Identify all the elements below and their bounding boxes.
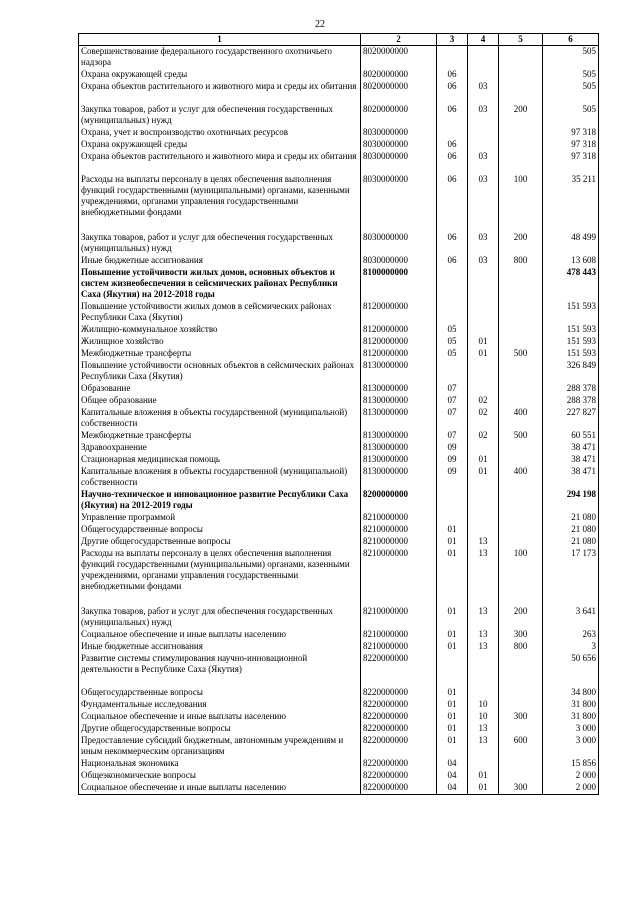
row-subsection-cell: 01 [468,782,499,795]
row-subsection-cell [468,489,499,512]
row-section-cell: 06 [437,139,468,151]
row-amount-cell: 288 378 [543,383,599,395]
table-row [79,348,599,360]
row-name-cell: Жилищно-коммунальное хозяйство [79,324,361,336]
row-type-cell: 400 [499,407,543,430]
table-body [79,46,599,795]
row-section-cell [437,653,468,687]
row-subsection-cell: 13 [468,606,499,629]
row-name-cell: Повышение устойчивости основных объектов в сейсмических районах Республики Саха (Якутия) [79,360,361,383]
row-type-cell: 800 [499,255,543,267]
row-code-cell: 8210000000 [361,629,437,641]
row-subsection-cell: 02 [468,395,499,407]
row-name-cell: Расходы на выплаты персоналу в целях обеспечения выполнения функций государственными (муниципальными) органами, казенными учреждениями, органами управления государственными внебюджетными фондами [79,174,361,232]
row-section-cell: 07 [437,395,468,407]
row-section-cell: 04 [437,758,468,770]
row-name-cell: Другие общегосударственные вопросы [79,723,361,735]
row-subsection-cell [468,301,499,324]
row-type-cell [499,442,543,454]
row-type-cell [499,687,543,699]
row-code-cell: 8130000000 [361,454,437,466]
row-subsection-cell: 03 [468,151,499,174]
row-name-cell: Общеэкономические вопросы [79,770,361,782]
table-row [79,512,599,524]
row-section-cell: 06 [437,174,468,232]
table-row [79,324,599,336]
table-row [79,548,599,606]
row-subsection-cell [468,139,499,151]
row-subsection-cell [468,442,499,454]
row-name-cell: Общее образование [79,395,361,407]
row-type-cell [499,69,543,81]
row-code-cell: 8210000000 [361,512,437,524]
row-section-cell: 01 [437,723,468,735]
table-row [79,466,599,489]
row-code-cell: 8030000000 [361,139,437,151]
row-code-cell: 8220000000 [361,770,437,782]
row-amount-cell: 151 593 [543,348,599,360]
table-row [79,104,599,127]
row-amount-cell: 2 000 [543,782,599,795]
header-col-3: 3 [437,34,468,46]
row-section-cell: 04 [437,770,468,782]
row-section-cell [437,46,468,70]
row-subsection-cell [468,46,499,70]
row-name-cell: Охрана объектов растительного и животного мира и среды их обитания [79,81,361,104]
table-row [79,641,599,653]
row-section-cell: 01 [437,735,468,758]
budget-table [78,33,599,795]
row-type-cell [499,723,543,735]
row-subsection-cell: 01 [468,466,499,489]
row-section-cell: 07 [437,383,468,395]
row-amount-cell: 151 593 [543,301,599,324]
row-type-cell: 100 [499,548,543,606]
row-section-cell: 05 [437,324,468,336]
row-section-cell: 01 [437,536,468,548]
row-section-cell: 09 [437,466,468,489]
row-name-cell: Повышение устойчивости жилых домов в сейсмических районах Республики Саха (Якутия) [79,301,361,324]
row-name-cell: Закупка товаров, работ и услуг для обеспечения государственных (муниципальных) нужд [79,104,361,127]
row-name-cell: Предоставление субсидий бюджетным, автономным учреждениям и иным некоммерческим организациям [79,735,361,758]
row-amount-cell: 97 318 [543,151,599,174]
row-name-cell: Фундаментальные исследования [79,699,361,711]
row-subsection-cell [468,69,499,81]
row-amount-cell: 3 641 [543,606,599,629]
row-code-cell: 8220000000 [361,699,437,711]
table-row [79,606,599,629]
row-subsection-cell: 01 [468,336,499,348]
row-amount-cell: 38 471 [543,442,599,454]
row-type-cell: 200 [499,104,543,127]
row-code-cell: 8130000000 [361,430,437,442]
row-subsection-cell: 10 [468,699,499,711]
row-code-cell: 8020000000 [361,104,437,127]
table-row [79,442,599,454]
row-amount-cell: 263 [543,629,599,641]
row-type-cell [499,395,543,407]
row-amount-cell: 505 [543,69,599,81]
header-col-6: 6 [543,34,599,46]
row-name-cell: Иные бюджетные ассигнования [79,641,361,653]
row-name-cell: Другие общегосударственные вопросы [79,536,361,548]
row-amount-cell: 505 [543,46,599,70]
row-name-cell: Управление программой [79,512,361,524]
row-subsection-cell [468,360,499,383]
row-amount-cell: 505 [543,81,599,104]
table-row [79,524,599,536]
row-name-cell: Охрана окружающей среды [79,139,361,151]
row-amount-cell: 13 608 [543,255,599,267]
row-code-cell: 8210000000 [361,524,437,536]
row-code-cell: 8130000000 [361,360,437,383]
row-amount-cell: 326 849 [543,360,599,383]
table-row [79,383,599,395]
row-code-cell: 8220000000 [361,711,437,723]
row-code-cell: 8130000000 [361,466,437,489]
row-type-cell: 300 [499,782,543,795]
row-code-cell: 8120000000 [361,348,437,360]
row-section-cell [437,267,468,301]
row-section-cell: 09 [437,442,468,454]
row-type-cell [499,267,543,301]
row-section-cell: 01 [437,699,468,711]
row-section-cell: 01 [437,606,468,629]
row-subsection-cell [468,512,499,524]
row-section-cell: 07 [437,430,468,442]
row-section-cell: 01 [437,548,468,606]
table-row [79,301,599,324]
row-type-cell: 400 [499,466,543,489]
row-amount-cell: 97 318 [543,127,599,139]
row-amount-cell: 38 471 [543,454,599,466]
row-code-cell: 8210000000 [361,536,437,548]
row-amount-cell: 31 800 [543,711,599,723]
row-code-cell: 8030000000 [361,127,437,139]
row-code-cell: 8130000000 [361,383,437,395]
table-row [79,360,599,383]
row-section-cell: 04 [437,782,468,795]
row-amount-cell: 478 443 [543,267,599,301]
table-row [79,489,599,512]
row-name-cell: Межбюджетные трансферты [79,348,361,360]
row-amount-cell: 3 000 [543,735,599,758]
row-code-cell: 8100000000 [361,267,437,301]
row-subsection-cell: 13 [468,548,499,606]
row-amount-cell: 31 800 [543,699,599,711]
row-amount-cell: 288 378 [543,395,599,407]
row-amount-cell: 2 000 [543,770,599,782]
row-section-cell: 06 [437,232,468,255]
row-subsection-cell [468,653,499,687]
row-section-cell: 01 [437,711,468,723]
row-section-cell: 01 [437,629,468,641]
row-code-cell: 8030000000 [361,232,437,255]
row-name-cell: Межбюджетные трансферты [79,430,361,442]
row-subsection-cell [468,383,499,395]
row-code-cell: 8120000000 [361,336,437,348]
row-name-cell: Закупка товаров, работ и услуг для обеспечения государственных (муниципальных) нужд [79,232,361,255]
row-type-cell [499,301,543,324]
row-code-cell: 8220000000 [361,723,437,735]
row-amount-cell: 21 080 [543,512,599,524]
row-code-cell: 8120000000 [361,324,437,336]
row-name-cell: Социальное обеспечение и иные выплаты населению [79,782,361,795]
row-name-cell: Социальное обеспечение и иные выплаты населению [79,711,361,723]
page-number: 22 [315,19,325,30]
row-code-cell: 8220000000 [361,758,437,770]
row-amount-cell: 227 827 [543,407,599,430]
row-amount-cell: 50 656 [543,653,599,687]
row-subsection-cell: 03 [468,81,499,104]
row-type-cell [499,489,543,512]
row-amount-cell: 60 551 [543,430,599,442]
row-section-cell: 05 [437,336,468,348]
row-name-cell: Развитие системы стимулирования научно-инновационной деятельности в Республике Саха (Якутия) [79,653,361,687]
row-amount-cell: 48 499 [543,232,599,255]
row-amount-cell: 38 471 [543,466,599,489]
row-type-cell [499,454,543,466]
table-row [79,232,599,255]
row-name-cell: Повышение устойчивости жилых домов, основных объектов и систем жизнеобеспечения в сейсмических районах Республики Саха (Якутия) на 2012-2018 годы [79,267,361,301]
row-section-cell: 01 [437,524,468,536]
row-code-cell: 8200000000 [361,489,437,512]
row-name-cell: Расходы на выплаты персоналу в целях обеспечения выполнения функций государственными (муниципальными) органами, казенными учреждениями, органами управления государственными внебюджетными фондами [79,548,361,606]
row-subsection-cell [468,524,499,536]
table-row [79,770,599,782]
table-row [79,687,599,699]
row-code-cell: 8020000000 [361,69,437,81]
row-amount-cell: 3 000 [543,723,599,735]
table-row [79,430,599,442]
row-name-cell: Национальная экономика [79,758,361,770]
row-amount-cell: 97 318 [543,139,599,151]
row-type-cell [499,524,543,536]
row-subsection-cell: 13 [468,536,499,548]
row-code-cell: 8210000000 [361,641,437,653]
row-subsection-cell [468,687,499,699]
row-amount-cell: 294 198 [543,489,599,512]
row-section-cell: 06 [437,255,468,267]
row-code-cell: 8020000000 [361,46,437,70]
row-section-cell: 05 [437,348,468,360]
row-section-cell [437,360,468,383]
row-subsection-cell: 10 [468,711,499,723]
table-row [79,782,599,795]
row-type-cell [499,127,543,139]
row-code-cell: 8130000000 [361,395,437,407]
row-amount-cell: 151 593 [543,336,599,348]
row-type-cell: 500 [499,430,543,442]
row-section-cell [437,512,468,524]
row-type-cell [499,46,543,70]
table-row [79,735,599,758]
row-code-cell: 8130000000 [361,442,437,454]
row-name-cell: Научно-техническое и инновационное развитие Республики Саха (Якутия) на 2012-2019 годы [79,489,361,512]
row-name-cell: Охрана окружающей среды [79,69,361,81]
row-section-cell [437,127,468,139]
table-row [79,255,599,267]
row-code-cell: 8030000000 [361,174,437,232]
row-type-cell [499,336,543,348]
row-name-cell: Социальное обеспечение и иные выплаты населению [79,629,361,641]
row-code-cell: 8030000000 [361,151,437,174]
row-amount-cell: 21 080 [543,536,599,548]
header-col-2: 2 [361,34,437,46]
row-code-cell: 8130000000 [361,407,437,430]
row-code-cell: 8220000000 [361,653,437,687]
row-subsection-cell: 13 [468,723,499,735]
row-type-cell: 300 [499,629,543,641]
row-type-cell: 500 [499,348,543,360]
table-row [79,454,599,466]
row-subsection-cell: 02 [468,430,499,442]
row-code-cell: 8210000000 [361,606,437,629]
row-name-cell: Общегосударственные вопросы [79,524,361,536]
row-type-cell: 100 [499,174,543,232]
table-row [79,46,599,70]
row-type-cell: 200 [499,606,543,629]
row-type-cell [499,770,543,782]
row-amount-cell: 34 800 [543,687,599,699]
row-code-cell: 8020000000 [361,81,437,104]
row-name-cell: Капитальные вложения в объекты государственной (муниципальной) собственности [79,466,361,489]
row-section-cell: 06 [437,69,468,81]
row-type-cell: 200 [499,232,543,255]
row-code-cell: 8220000000 [361,782,437,795]
row-subsection-cell: 03 [468,104,499,127]
row-subsection-cell [468,324,499,336]
row-type-cell: 800 [499,641,543,653]
table-row [79,723,599,735]
budget-table-container [78,33,598,795]
row-section-cell: 01 [437,641,468,653]
row-amount-cell: 505 [543,104,599,127]
row-code-cell: 8220000000 [361,735,437,758]
row-subsection-cell: 13 [468,629,499,641]
row-type-cell [499,139,543,151]
row-subsection-cell [468,127,499,139]
header-col-5: 5 [499,34,543,46]
table-row [79,336,599,348]
row-subsection-cell: 02 [468,407,499,430]
table-row [79,267,599,301]
row-code-cell: 8030000000 [361,255,437,267]
row-code-cell: 8120000000 [361,301,437,324]
row-name-cell: Общегосударственные вопросы [79,687,361,699]
row-subsection-cell: 01 [468,770,499,782]
row-amount-cell: 15 856 [543,758,599,770]
table-row [79,699,599,711]
row-section-cell: 09 [437,454,468,466]
table-row [79,139,599,151]
row-name-cell: Жилищное хозяйство [79,336,361,348]
row-section-cell: 01 [437,687,468,699]
row-subsection-cell: 01 [468,454,499,466]
table-row [79,151,599,174]
table-row [79,407,599,430]
row-amount-cell: 21 080 [543,524,599,536]
row-name-cell: Образование [79,383,361,395]
table-header-row [79,34,599,46]
row-type-cell [499,536,543,548]
row-type-cell [499,383,543,395]
table-row [79,127,599,139]
row-code-cell: 8220000000 [361,687,437,699]
row-section-cell: 06 [437,104,468,127]
row-name-cell: Закупка товаров, работ и услуг для обеспечения государственных (муниципальных) нужд [79,606,361,629]
row-name-cell: Охрана объектов растительного и животного мира и среды их обитания [79,151,361,174]
table-row [79,395,599,407]
row-name-cell: Иные бюджетные ассигнования [79,255,361,267]
header-col-4: 4 [468,34,499,46]
row-amount-cell: 17 173 [543,548,599,606]
row-subsection-cell [468,267,499,301]
row-type-cell [499,81,543,104]
row-type-cell [499,758,543,770]
row-name-cell: Совершенствование федерального государственного охотничьего надзора [79,46,361,70]
row-name-cell: Охрана, учет и воспроизводство охотничьих ресурсов [79,127,361,139]
row-type-cell [499,653,543,687]
row-type-cell [499,512,543,524]
row-subsection-cell: 13 [468,641,499,653]
row-code-cell: 8210000000 [361,548,437,606]
row-type-cell [499,151,543,174]
table-row [79,81,599,104]
header-col-1: 1 [79,34,361,46]
row-name-cell: Здравоохранение [79,442,361,454]
row-type-cell: 600 [499,735,543,758]
row-section-cell [437,489,468,512]
row-type-cell [499,324,543,336]
row-name-cell: Капитальные вложения в объекты государственной (муниципальной) собственности [79,407,361,430]
row-subsection-cell: 03 [468,232,499,255]
table-row [79,536,599,548]
row-subsection-cell [468,758,499,770]
row-subsection-cell: 01 [468,348,499,360]
row-amount-cell: 151 593 [543,324,599,336]
row-subsection-cell: 03 [468,174,499,232]
row-amount-cell: 35 211 [543,174,599,232]
row-section-cell: 06 [437,151,468,174]
table-row [79,653,599,687]
row-name-cell: Стационарная медицинская помощь [79,454,361,466]
row-section-cell: 06 [437,81,468,104]
row-section-cell: 07 [437,407,468,430]
table-row [79,758,599,770]
row-amount-cell: 3 [543,641,599,653]
table-row [79,629,599,641]
row-subsection-cell: 13 [468,735,499,758]
table-row [79,711,599,723]
row-type-cell [499,699,543,711]
row-type-cell [499,360,543,383]
table-row [79,174,599,232]
row-type-cell: 300 [499,711,543,723]
row-section-cell [437,301,468,324]
row-subsection-cell: 03 [468,255,499,267]
table-row [79,69,599,81]
